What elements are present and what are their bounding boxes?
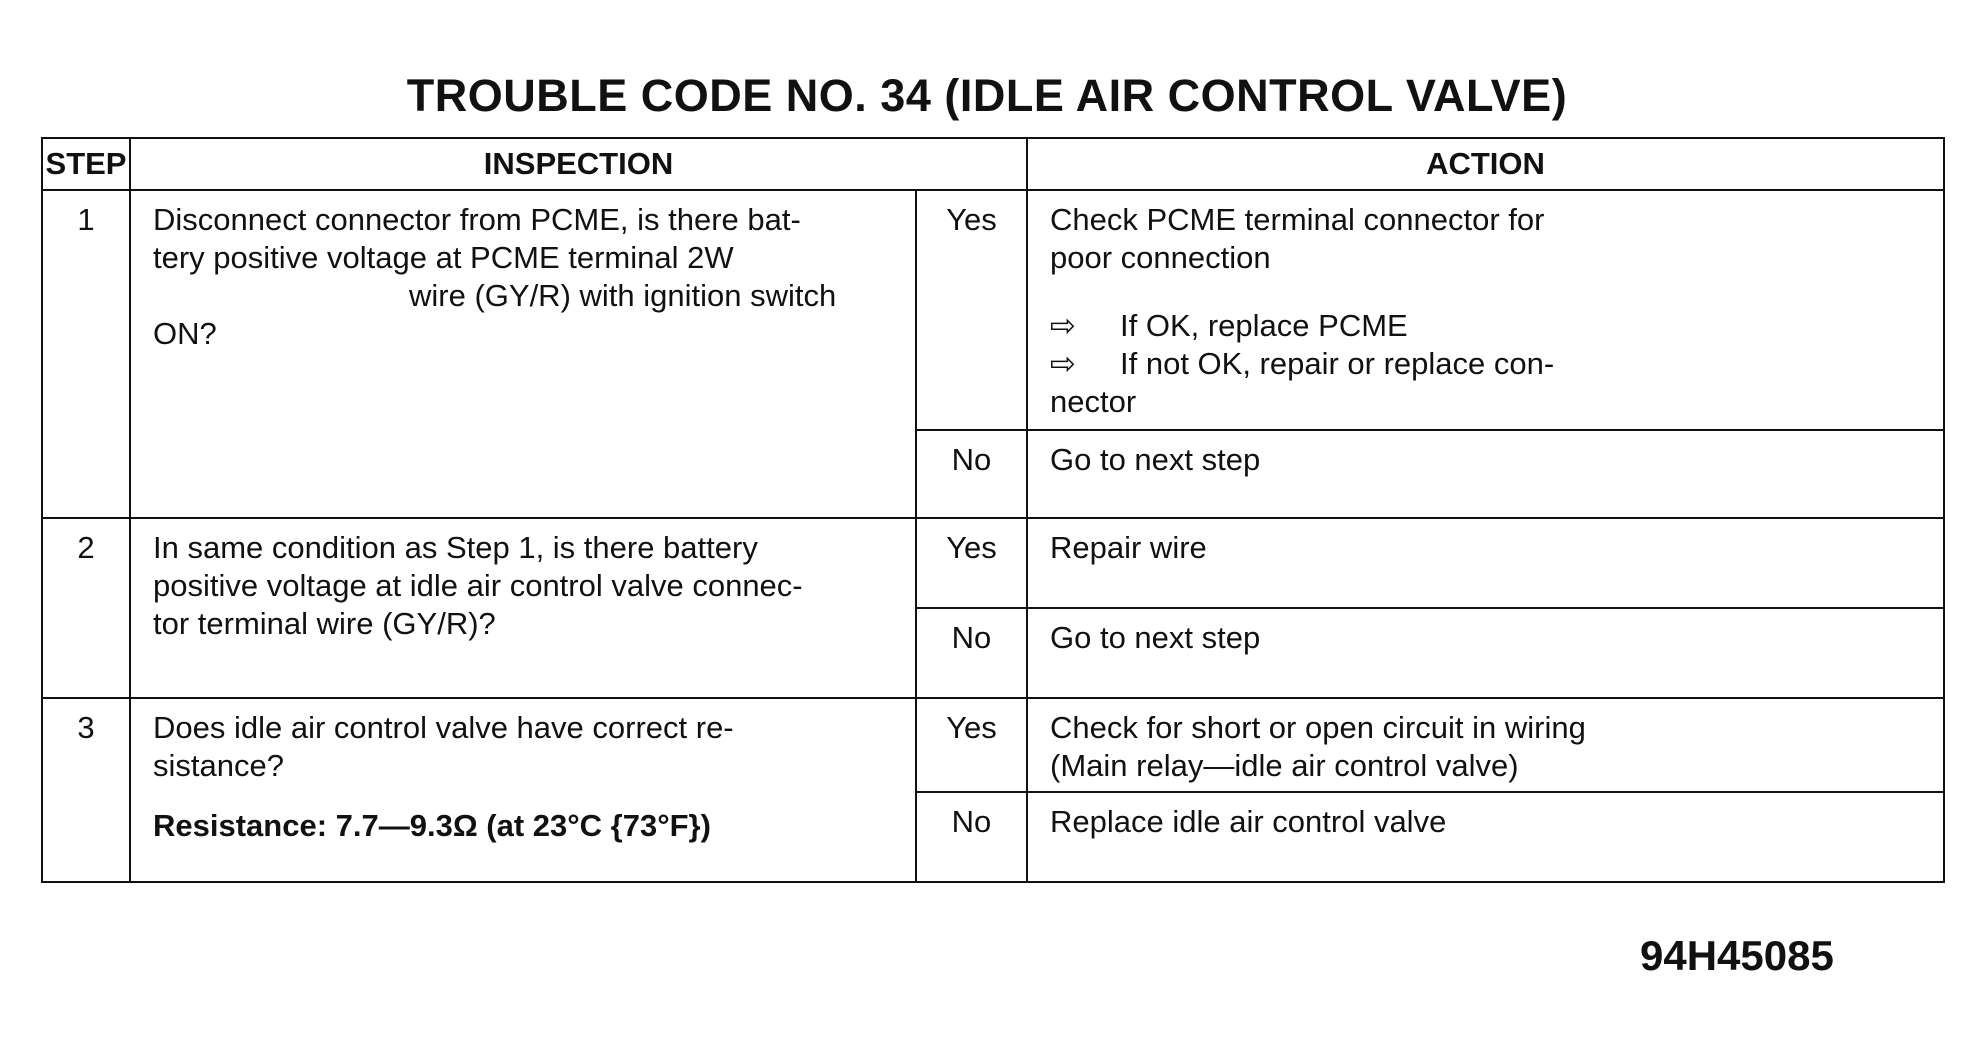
action-bullet: [1050, 345, 1921, 421]
action-text: If not OK, repair or replace con-: [1120, 346, 1555, 381]
inspection-text: Does idle air control valve have correct re-: [153, 710, 734, 745]
figure-id: 94H45085: [1640, 932, 1834, 979]
no-label: No: [916, 792, 1027, 882]
yes-label: Yes: [916, 518, 1027, 608]
inspection-text: positive voltage at idle air control valve connec-: [153, 568, 803, 603]
inspection-text: sistance?: [153, 748, 284, 783]
step-number: 1: [42, 190, 130, 518]
yes-label: Yes: [916, 190, 1027, 430]
header-step: STEP: [42, 138, 130, 190]
action-text: Replace idle air control valve: [1027, 792, 1944, 882]
no-label: No: [916, 430, 1027, 518]
action-text: Go to next step: [1027, 608, 1944, 698]
step-number: 3: [42, 698, 130, 882]
action-text: Repair wire: [1027, 518, 1944, 608]
inspection-cell: [130, 518, 916, 698]
header-inspection: INSPECTION: [130, 138, 1027, 190]
action-text: (Main relay—idle air control valve): [1050, 748, 1519, 783]
table-header-row: [42, 138, 1944, 190]
action-text: Check PCME terminal connector for: [1050, 202, 1545, 237]
resistance-spec: Resistance: 7.7—9.3Ω (at 23°C {73°F}): [153, 808, 711, 843]
page-title: TROUBLE CODE NO. 34 (IDLE AIR CONTROL VALVE): [406, 70, 1568, 121]
no-label: No: [916, 608, 1027, 698]
step-number: 2: [42, 518, 130, 698]
action-text: Check for short or open circuit in wiring: [1050, 710, 1586, 745]
inspection-text: ON?: [153, 316, 217, 351]
trouble-code-table: [41, 137, 1945, 883]
right-arrow-icon: ⇨: [1050, 308, 1076, 343]
action-text: nector: [1050, 384, 1137, 419]
action-text: poor connection: [1050, 240, 1271, 275]
header-action: ACTION: [1027, 138, 1944, 190]
inspection-text: wire (GY/R) with ignition switch: [409, 278, 837, 313]
inspection-text: Disconnect connector from PCME, is there bat-: [153, 202, 801, 237]
action-cell: [1027, 698, 1944, 792]
action-text: Go to next step: [1027, 430, 1944, 518]
action-cell: [1027, 190, 1944, 430]
inspection-text: tery positive voltage at PCME terminal 2W: [153, 240, 734, 275]
inspection-text: tor terminal wire (GY/R)?: [153, 606, 496, 641]
inspection-cell: [130, 698, 916, 882]
action-text: If OK, replace PCME: [1120, 308, 1408, 343]
right-arrow-icon: ⇨: [1050, 346, 1076, 381]
inspection-text: In same condition as Step 1, is there battery: [153, 530, 758, 565]
table-row: [42, 518, 1944, 608]
inspection-cell: [130, 190, 916, 518]
table-row: [42, 698, 1944, 792]
yes-label: Yes: [916, 698, 1027, 792]
action-bullet: [1050, 307, 1921, 345]
table-row: [42, 190, 1944, 430]
